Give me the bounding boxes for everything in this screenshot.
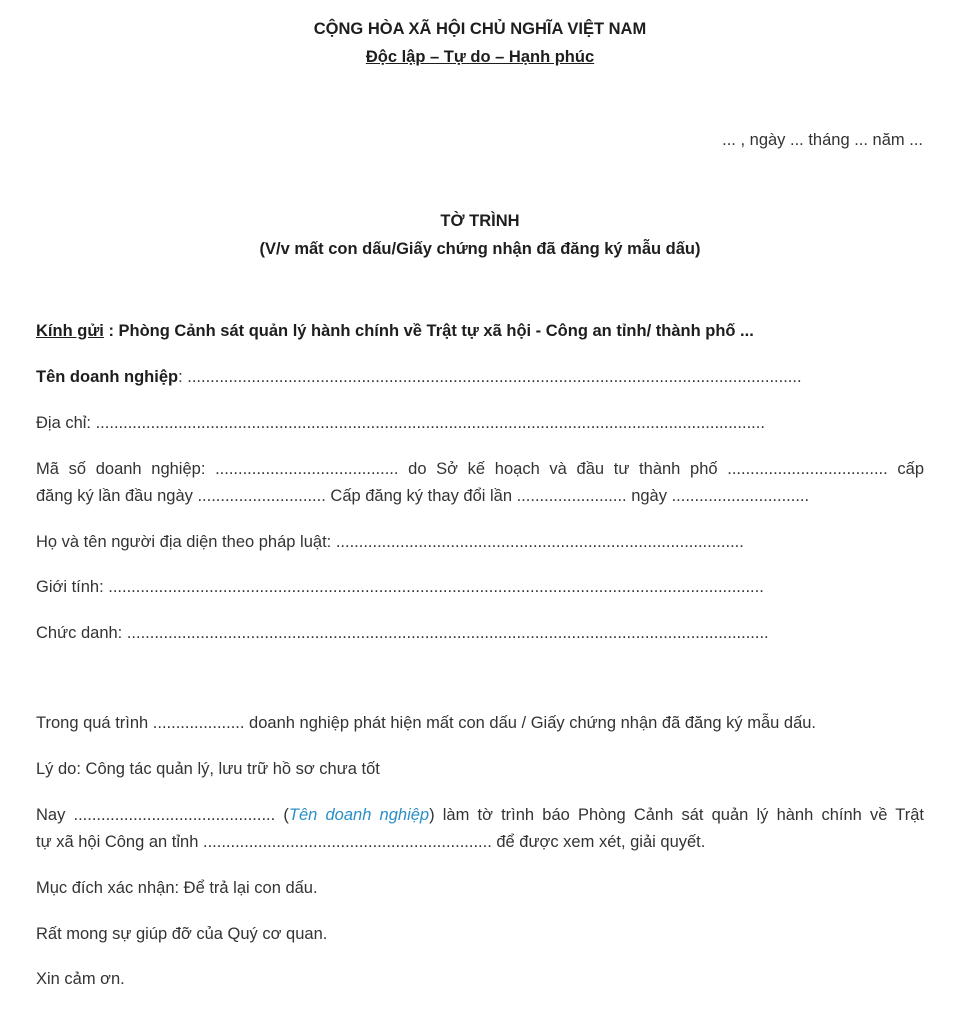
tax-code-line bbox=[36, 460, 924, 479]
body-paragraph-3-line-2: tự xã hội Công an tỉnh ............................................................... để được xem xét, giải quyết. bbox=[36, 833, 706, 851]
document-title: TỜ TRÌNH bbox=[440, 212, 520, 230]
body-paragraph-1: Trong quá trình .................... doanh nghiệp phát hiện mất con dấu / Giấy chứng nhận đã đăng ký mẫu dấu. bbox=[36, 714, 817, 732]
company-name-line bbox=[36, 368, 802, 387]
body-paragraph-6: Xin cảm ơn. bbox=[36, 970, 125, 988]
city-fill: ................................... bbox=[727, 460, 888, 478]
tax-code-end: cấp bbox=[897, 460, 924, 478]
body-paragraph-5: Rất mong sự giúp đỡ của Quý cơ quan. bbox=[36, 925, 328, 943]
body-paragraph-4: Mục đích xác nhận: Để trả lại con dấu. bbox=[36, 879, 318, 897]
company-name-label: Tên doanh nghiệp bbox=[36, 368, 179, 386]
nation-heading: CỘNG HÒA XÃ HỘI CHỦ NGHĨA VIỆT NAM bbox=[313, 20, 647, 38]
p3-after: ) làm tờ trình báo Phòng Cảnh sát quản lý hành chính về Trật bbox=[429, 806, 925, 824]
recipient-label: Kính gửi bbox=[36, 322, 104, 340]
company-name-placeholder: Tên doanh nghiệp bbox=[288, 806, 430, 824]
document-subject: (V/v mất con dấu/Giấy chứng nhận đã đăng ký mẫu dấu) bbox=[259, 240, 701, 258]
gender-line: Giới tính: ............................................................................................................................................... bbox=[36, 578, 764, 596]
motto bbox=[0, 48, 960, 67]
motto-text: Độc lập – Tự do – Hạnh phúc bbox=[365, 48, 595, 66]
p3-start bbox=[36, 806, 924, 824]
company-name-fill: : ...................................................................................................................................... bbox=[178, 368, 802, 386]
body-paragraph-3 bbox=[36, 806, 924, 825]
recipient-line bbox=[36, 322, 754, 341]
recipient-text: : Phòng Cảnh sát quản lý hành chính về Trật tự xã hội - Công an tỉnh/ thành phố ... bbox=[103, 322, 754, 340]
body-paragraph-2: Lý do: Công tác quản lý, lưu trữ hồ sơ chưa tốt bbox=[36, 760, 380, 778]
date-line: ... , ngày ... tháng ... năm ... bbox=[722, 131, 923, 149]
address-line: Địa chỉ: .................................................................................................................................................. bbox=[36, 414, 765, 432]
tax-code-text: Mã số doanh nghiệp: ........................................ do Sở kế hoạch và đầu tư thành phố bbox=[36, 460, 718, 478]
position-line: Chức danh: ............................................................................................................................................ bbox=[36, 624, 769, 642]
representative-line: Họ và tên người địa diện theo pháp luật: ......................................................................................... bbox=[36, 533, 744, 551]
p3-before: Nay ............................................ ( bbox=[36, 806, 289, 824]
registration-line: đăng ký lần đầu ngày ............................ Cấp đăng ký thay đổi lần ........................ ngày .............................. bbox=[36, 487, 810, 505]
